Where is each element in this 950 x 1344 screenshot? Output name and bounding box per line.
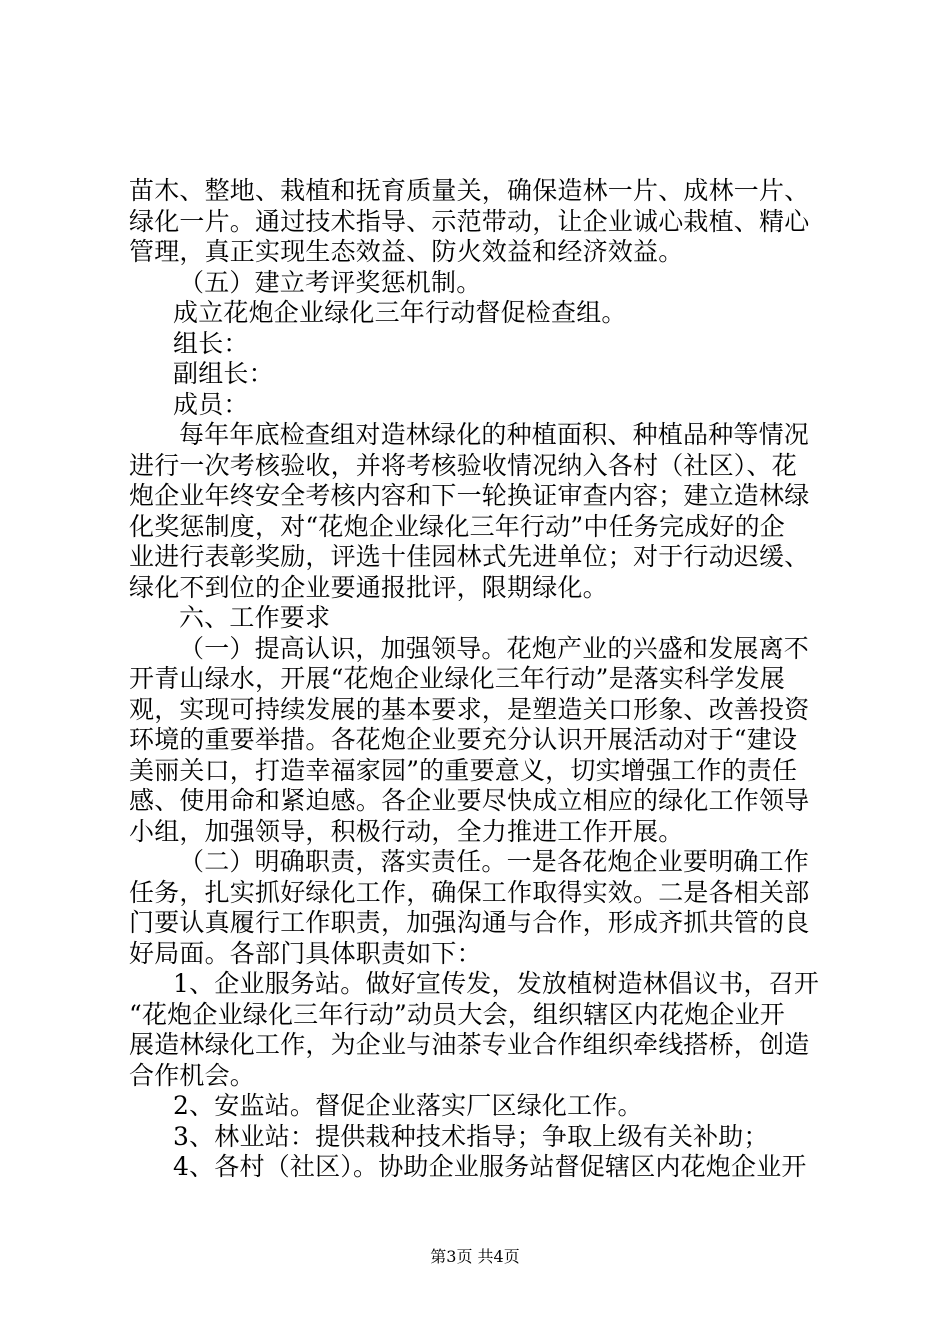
- document-body: [129, 176, 829, 1183]
- text-line: 开青山绿水，开展“花炮企业绿化三年行动”是落实科学发展: [129, 664, 785, 693]
- text-line: 4、各村（社区）。协助企业服务站督促辖区内花炮企业开: [173, 1152, 807, 1181]
- text-line: 感、使用命和紧迫感。各企业要尽快成立相应的绿化工作领导: [129, 786, 810, 815]
- text-line: 副组长：: [173, 359, 274, 388]
- page-number-footer: 第3页 共4页: [430, 1247, 520, 1266]
- text-line: 炮企业年终安全考核内容和下一轮换证审查内容；建立造林绿: [129, 481, 810, 510]
- text-line: 成员：: [173, 389, 249, 419]
- text-line: 美丽关口，打造幸福家园”的重要意义，切实增强工作的责任: [129, 755, 798, 785]
- text-line: 管理，真正实现生态效益、防火效益和经济效益。: [129, 237, 684, 266]
- text-line: 绿化一片。通过技术指导、示范带动，让企业诚心栽植、精心: [129, 206, 810, 236]
- text-line: 门要认真履行工作职责，加强沟通与合作，形成齐抓共管的良: [129, 908, 810, 937]
- section-heading: （五）建立考评奖惩机制。: [179, 267, 482, 297]
- text-line: 3、林业站：提供栽种技术指导；争取上级有关补助；: [173, 1121, 769, 1151]
- text-line: 进行一次考核验收，并将考核验收情况纳入各村（社区）、花: [129, 450, 797, 480]
- text-line: 展造林绿化工作，为企业与油茶专业合作组织牵线搭桥，创造: [129, 1030, 810, 1059]
- text-line: 1、企业服务站。做好宣传发，发放植树造林倡议书，召开: [173, 969, 820, 998]
- text-line: 成立花炮企业绿化三年行动督促检查组。: [173, 298, 627, 327]
- text-line: 任务，扎实抓好绿化工作，确保工作取得实效。二是各相关部: [129, 877, 810, 907]
- text-line: “花炮企业绿化三年行动”动员大会，组织辖区内花炮企业开: [129, 999, 785, 1029]
- text-line: （一）提高认识，加强领导。花炮产业的兴盛和发展离不: [179, 633, 810, 663]
- text-line: 化奖惩制度，对“花炮企业绿化三年行动”中任务完成好的企: [129, 511, 785, 541]
- text-line: 业进行表彰奖励，评选十佳园林式先进单位；对于行动迟缓、: [129, 542, 810, 571]
- text-line: 好局面。各部门具体职责如下：: [129, 938, 482, 968]
- text-line: 组长：: [173, 328, 249, 358]
- text-line: 2、安监站。督促企业落实厂区绿化工作。: [173, 1091, 643, 1120]
- text-line: 环境的重要举措。各花炮企业要充分认识开展活动对于“建设: [129, 725, 798, 754]
- text-line: 合作机会。: [129, 1060, 256, 1090]
- text-line: 小组，加强领导，积极行动，全力推进工作开展。: [129, 816, 684, 846]
- text-line: 绿化不到位的企业要通报批评，限期绿化。: [129, 572, 608, 602]
- text-line: 观，实现可持续发展的基本要求，是塑造关口形象、改善投资: [129, 694, 810, 724]
- text-line: 每年年底检查组对造林绿化的种植面积、种植品种等情况: [179, 420, 810, 449]
- text-line: 苗木、整地、栽植和抚育质量关，确保造林一片、成林一片、: [129, 176, 810, 205]
- text-line: （二）明确职责，落实责任。一是各花炮企业要明确工作: [179, 847, 810, 876]
- section-heading: 六、工作要求: [179, 603, 331, 632]
